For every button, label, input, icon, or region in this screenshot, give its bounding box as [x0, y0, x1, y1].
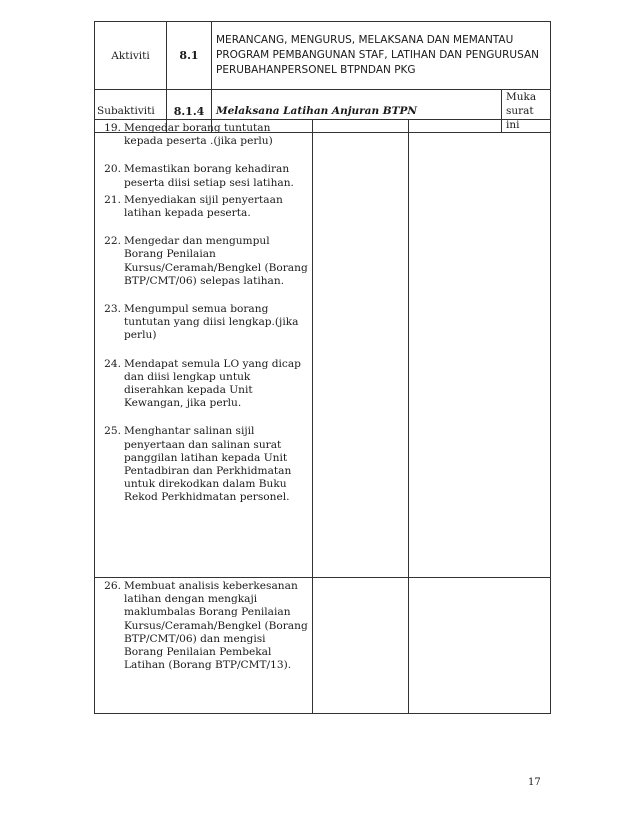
step-number: 25. — [104, 425, 121, 438]
subaktiviti-code: 8.1.4 — [167, 90, 212, 133]
empty-cell — [313, 578, 409, 714]
muka-surat-label: Muka surat ini — [502, 90, 551, 133]
steps-row-1 — [95, 120, 551, 578]
step-text: Mengumpul semua borang tuntutan yang diisi lengkap.(jika perlu) — [124, 303, 299, 342]
steps-cell-2 — [95, 578, 313, 714]
step-item — [95, 194, 308, 220]
step-text: Membuat analisis keberkesanan latihan dengan mengkaji maklumbalas Borang Penilaian Kursus/Ceramah/Bengkel (Borang BTP/CMT/06) dan mengisi Borang Penilaian Pembekal Latihan (Borang BTP/CMT/13). — [124, 580, 308, 672]
page-number: 17 — [528, 777, 541, 788]
aktiviti-label: Aktiviti — [95, 22, 167, 90]
empty-cell — [409, 120, 551, 578]
step-item — [95, 358, 308, 411]
step-number: 21. — [104, 193, 121, 206]
subaktiviti-title: Melaksana Latihan Anjuran BTPN — [212, 90, 502, 133]
steps-table — [94, 119, 551, 714]
step-text: Mendapat semula LO yang dicap dan diisi lengkap untuk diserahkan kepada Unit Kewangan, jika perlu. — [124, 357, 301, 410]
step-number: 24. — [104, 357, 121, 370]
aktiviti-title: MERANCANG, MENGURUS, MELAKSANA DAN MEMANTAU PROGRAM PEMBANGUNAN STAF, LATIHAN DAN PENGURUSAN PERUBAHANPERSONEL BTPNDAN PKG — [212, 22, 551, 90]
steps-list-2 — [95, 578, 312, 678]
step-item — [95, 425, 308, 504]
step-item — [95, 122, 308, 148]
empty-cell — [409, 578, 551, 714]
aktiviti-row — [95, 22, 551, 90]
steps-row-2 — [95, 578, 551, 714]
step-number: 26. — [104, 580, 121, 592]
steps-list-1 — [95, 120, 312, 511]
step-text: Mengedar borang tuntutan kepada peserta .(jika perlu) — [124, 122, 273, 148]
step-item — [95, 580, 308, 672]
step-number: 22. — [104, 235, 121, 248]
subaktiviti-label: Subaktiviti — [95, 90, 167, 133]
step-item — [95, 303, 308, 343]
step-item — [95, 235, 308, 288]
activity-header-table — [94, 21, 551, 133]
step-item — [95, 163, 308, 189]
aktiviti-code: 8.1 — [167, 22, 212, 90]
step-number: 20. — [104, 163, 121, 176]
step-text: Menghantar salinan sijil penyertaan dan salinan surat panggilan latihan kepada Unit Pentadbiran dan Perkhidmatan untuk direkodkan dalam Buku Rekod Perkhidmatan personel. — [124, 425, 292, 504]
step-number: 19. — [104, 122, 121, 134]
empty-cell — [313, 120, 409, 578]
step-text: Mengedar dan mengumpul Borang Penilaian Kursus/Ceramah/Bengkel (Borang BTP/CMT/06) selepas latihan. — [124, 235, 308, 287]
steps-cell-1 — [95, 120, 313, 578]
step-text: Memastikan borang kehadiran peserta diisi setiap sesi latihan. — [124, 163, 294, 189]
step-text: Menyediakan sijil penyertaan latihan kepada peserta. — [124, 193, 283, 220]
step-number: 23. — [104, 303, 121, 316]
